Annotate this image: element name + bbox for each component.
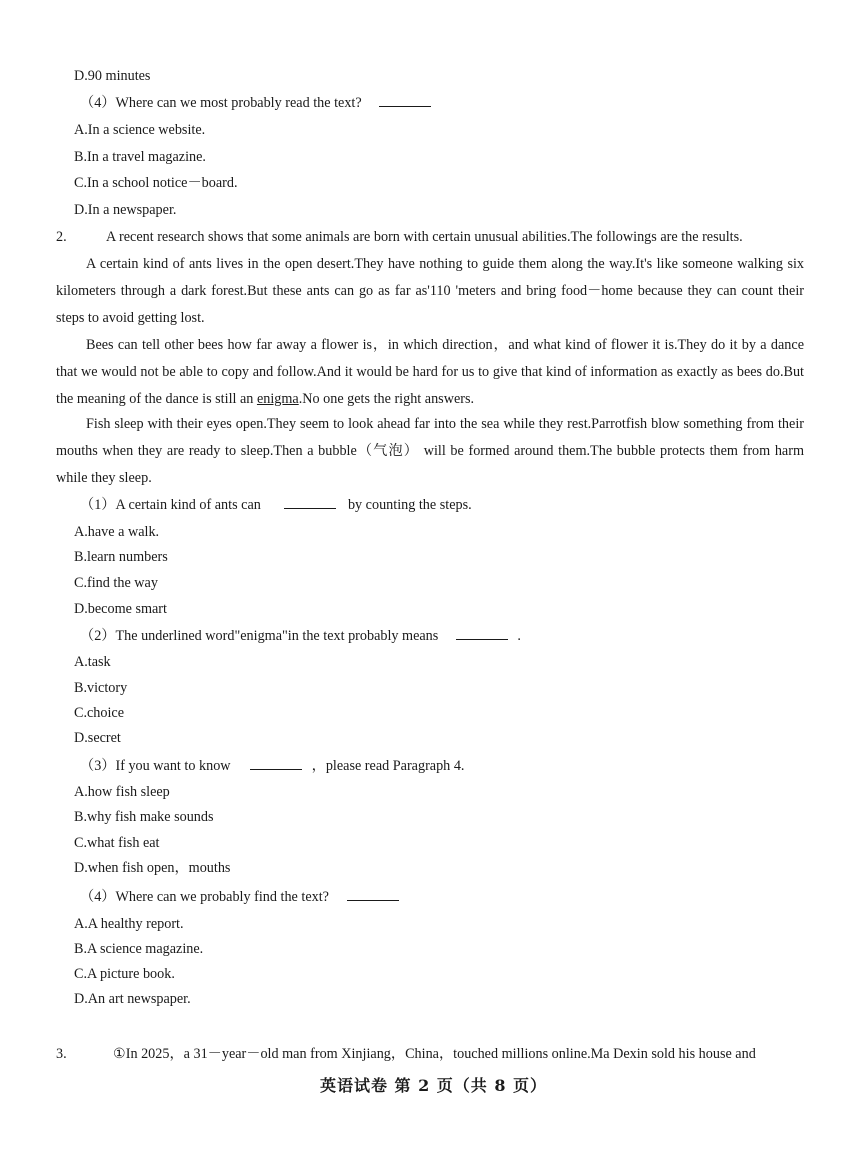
paragraph-bees: [56, 332, 804, 413]
q2-2-option-b: B.victory: [74, 680, 128, 696]
answer-blank[interactable]: [284, 496, 336, 509]
q2-3-option-b: B.why fish make sounds: [74, 809, 214, 825]
paragraph-ants: [56, 251, 804, 332]
q1-4-option-c: C.In a school notice－board.: [74, 175, 238, 191]
paragraph-fish-text: Fish sleep with their eyes open.They seem to look ahead far into the sea while they rest.Parrotfish blow something from their mouths when they are ready to sleep.Then a bubble（气泡） will be formed around them.The bubble protects them from harm while they sleep.: [56, 416, 804, 486]
q2-2-option-d: D.secret: [74, 730, 121, 746]
q1-4-option-a: A.In a science website.: [74, 122, 206, 138]
q2-4-option-d: D.An art newspaper.: [74, 991, 191, 1007]
q2-3-stem: [80, 757, 464, 775]
answer-blank[interactable]: [347, 888, 399, 901]
answer-blank[interactable]: [250, 757, 302, 770]
q2-2-option-a: A.task: [74, 654, 111, 670]
q2-3-stem-after: ，please read Paragraph 4.: [311, 758, 465, 774]
q2-3-option-c: C.what fish eat: [74, 835, 160, 851]
q2-1-option-a: A.have a walk.: [74, 524, 160, 540]
q1-4-stem: [80, 94, 431, 112]
passage-2-intro: A recent research shows that some animals are born with certain unusual abilities.The followings are the results.: [106, 229, 743, 245]
paragraph-fish: [56, 411, 804, 492]
q2-4-stem-text: （4）Where can we probably find the text?: [80, 889, 329, 905]
q2-3-option-d: D.when fish open，mouths: [74, 860, 231, 876]
underlined-word-enigma: enigma: [256, 391, 299, 407]
q2-4-option-b: B.A science magazine.: [74, 941, 204, 957]
paragraph-bees-text-b: .No one gets the right answers.: [298, 391, 475, 407]
q2-4-stem: [80, 888, 399, 906]
paragraph-bees-text-a: Bees can tell other bees how far away a flower is，in which direction，and what kind of flower it is.They do it by a dance that we would not be able to copy and follow.And it would be hard for us to give that kind of information as exactly as bees do.But the meaning of the dance is still an: [56, 337, 804, 407]
q2-1-option-d: D.become smart: [74, 601, 167, 617]
q2-1-option-b: B.learn numbers: [74, 549, 168, 565]
answer-blank[interactable]: [379, 94, 431, 107]
paragraph-ants-text: A certain kind of ants lives in the open desert.They have nothing to guide them along the way.It's like someone walking six kilometers through a dark forest.But these ants can go as far as'110 'meters and bring food－home because they can count their steps to avoid getting lost.: [56, 256, 804, 326]
q2-2-stem-after: .: [517, 628, 521, 644]
q1-4-option-b: B.In a travel magazine.: [74, 149, 206, 165]
page-footer: 英语试卷 第 2 页（共 8 页）: [319, 1076, 548, 1095]
q2-1-option-c: C.find the way: [74, 575, 158, 591]
q2-3-stem-before: （3）If you want to know: [80, 758, 231, 774]
answer-blank[interactable]: [456, 627, 508, 640]
q1-4-option-d: D.In a newspaper.: [74, 202, 177, 218]
passage-3-first-line: ①In 2025，a 31－year－old man from Xinjiang，China，touched millions online.Ma Dexin sold his house and: [113, 1046, 756, 1062]
q2-2-stem-before: （2）The underlined word"enigma"in the text probably means: [80, 628, 439, 644]
q2-2-option-c: C.choice: [74, 705, 125, 721]
q2-1-stem-after: by counting the steps.: [347, 497, 472, 513]
q2-1-stem-before: （1）A certain kind of ants can: [80, 497, 261, 513]
q2-4-option-a: A.A healthy report.: [74, 916, 184, 932]
q1-option-d: D.90 minutes: [74, 68, 151, 84]
q1-4-stem-text: （4）Where can we most probably read the text?: [80, 95, 362, 111]
passage-2-number: 2.: [56, 229, 67, 245]
passage-3-number: 3.: [56, 1046, 67, 1062]
q2-1-stem: [80, 496, 472, 514]
q2-4-option-c: C.A picture book.: [74, 966, 175, 982]
q2-3-option-a: A.how fish sleep: [74, 784, 170, 800]
q2-2-stem: [80, 627, 521, 645]
